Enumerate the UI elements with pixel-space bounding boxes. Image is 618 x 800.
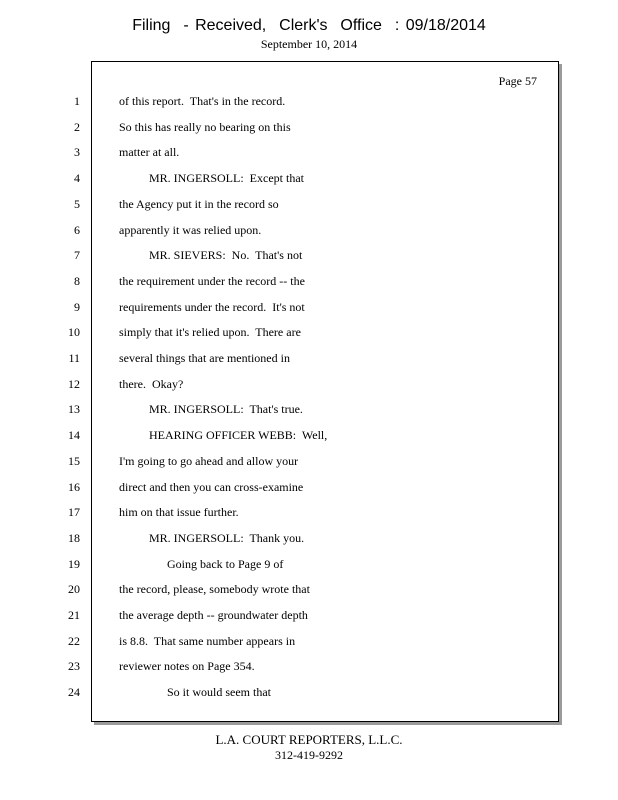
line-text: I'm going to go ahead and allow your [119,454,299,468]
line-number: 2 [74,120,80,134]
line-number: 3 [74,145,80,159]
line-number: 5 [74,197,80,211]
line-text: requirements under the record. It's not [119,300,305,314]
line-number: 13 [68,402,80,416]
line-number: 9 [74,300,80,314]
line-text: MR. INGERSOLL: Except that [119,171,304,185]
page-number: Page 57 [498,74,537,88]
line-text: the requirement under the record -- the [119,274,305,288]
line-text: MR. INGERSOLL: Thank you. [119,531,305,545]
line-text: HEARING OFFICER WEBB: Well, [119,428,328,442]
line-text: the average depth -- groundwater depth [119,608,308,622]
line-number: 24 [68,685,80,699]
line-text: Going back to Page 9 of [119,557,284,571]
line-number: 16 [68,480,80,494]
court-reporter-phone: 312-419-9292 [275,748,343,762]
line-number: 12 [68,377,80,391]
transcript-date: September 10, 2014 [260,37,358,51]
line-text: is 8.8. That same number appears in [119,634,296,648]
line-number: 23 [68,659,80,673]
line-number: 17 [68,505,80,519]
line-number: 14 [68,428,80,442]
line-text: simply that it's relied upon. There are [119,325,301,339]
filing-stamp: Filing - Received, Clerk's Office : 09/18/2014 [132,17,486,34]
line-number: 21 [68,608,80,622]
line-text: MR. INGERSOLL: That's true. [119,402,303,416]
line-number: 22 [68,634,80,648]
line-text: the Agency put it in the record so [119,197,279,211]
line-text: So this has really no bearing on this [119,120,291,134]
line-text: him on that issue further. [119,505,239,519]
line-text: there. Okay? [119,377,184,391]
line-text: the record, please, somebody wrote that [119,582,310,596]
line-number: 19 [68,557,80,571]
line-number: 11 [68,351,80,365]
court-reporter-name: L.A. COURT REPORTERS, L.L.C. [215,732,403,747]
line-number: 18 [68,531,80,545]
line-number: 20 [68,582,80,596]
line-text: several things that are mentioned in [119,351,290,365]
line-number: 10 [68,325,80,339]
line-number: 8 [74,274,80,288]
line-number: 1 [74,94,80,108]
line-text: MR. SIEVERS: No. That's not [119,248,303,262]
line-number: 7 [74,248,80,262]
line-number: 4 [74,171,80,185]
line-number: 6 [74,223,80,237]
line-text: So it would seem that [119,685,271,699]
line-text: direct and then you can cross-examine [119,480,304,494]
line-text: of this report. That's in the record. [119,94,286,108]
line-text: matter at all. [119,145,180,159]
line-text: reviewer notes on Page 354. [119,659,255,673]
line-text: apparently it was relied upon. [119,223,262,237]
line-number: 15 [68,454,80,468]
